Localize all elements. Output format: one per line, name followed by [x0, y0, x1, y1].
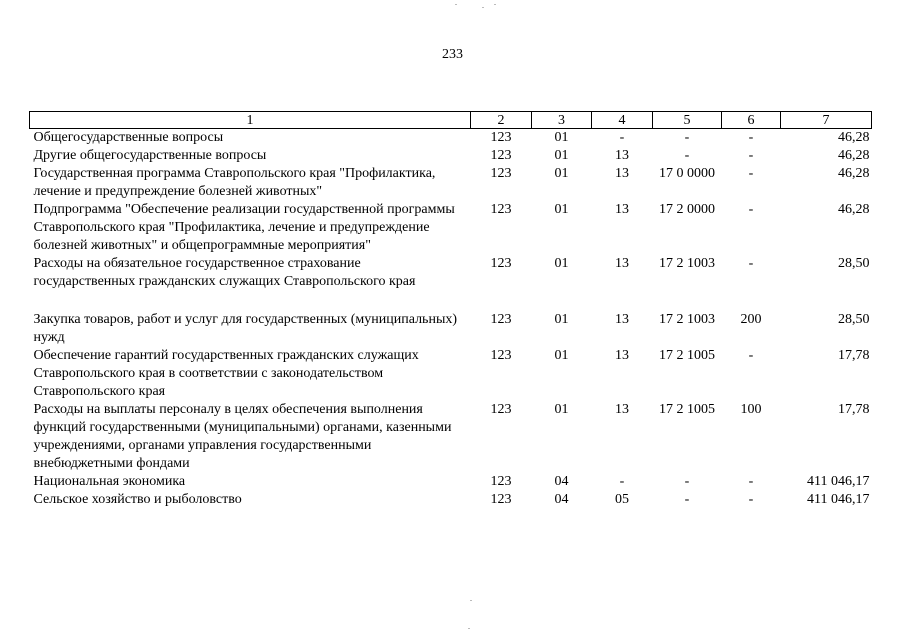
- column-header: 6: [722, 112, 781, 129]
- table-row: [30, 473, 872, 491]
- subsection-cell: 13: [615, 166, 629, 181]
- subsection-cell: -: [619, 130, 625, 145]
- code-cell: 123: [490, 202, 512, 217]
- code-cell: 123: [490, 148, 512, 163]
- scan-speck: [455, 4, 457, 5]
- subsection-cell: 13: [615, 402, 629, 417]
- column-header: 7: [781, 112, 872, 129]
- item-name: Подпрограмма "Обеспечение реализации государственной программы Ставропольского края "Профилактика, лечение и предупреждение болезней животных" и общепрограммные мероприятия": [33, 202, 455, 253]
- code-cell: 123: [490, 492, 512, 507]
- scan-speck: [482, 7, 484, 8]
- subsection-cell: 13: [615, 202, 629, 217]
- amount-cell: 411 046,17: [807, 492, 870, 507]
- section-cell: 04: [554, 474, 569, 489]
- amount-cell: 17,78: [838, 402, 870, 417]
- amount-cell: 46,28: [838, 130, 870, 145]
- column-header: 2: [471, 112, 532, 129]
- target-cell: -: [684, 492, 690, 507]
- target-cell: -: [684, 130, 690, 145]
- item-name: Закупка товаров, работ и услуг для государственных (муниципальных) нужд: [33, 312, 458, 345]
- type-cell: -: [748, 474, 754, 489]
- subsection-cell: 13: [615, 256, 629, 271]
- type-cell: -: [748, 148, 754, 163]
- scan-speck: [470, 600, 472, 601]
- table-header-row: [30, 112, 872, 129]
- code-cell: 123: [490, 130, 512, 145]
- subsection-cell: 05: [615, 492, 629, 507]
- subsection-cell: 13: [615, 348, 629, 363]
- item-name: Государственная программа Ставропольского края "Профилактика, лечение и предупреждение болезней животных": [33, 166, 436, 199]
- section-cell: 01: [554, 148, 569, 163]
- column-header: 5: [653, 112, 722, 129]
- item-name: Национальная экономика: [33, 474, 186, 489]
- section-cell: 01: [554, 256, 569, 271]
- amount-cell: 46,28: [838, 202, 870, 217]
- table-row: [30, 311, 872, 347]
- subsection-cell: -: [619, 474, 625, 489]
- amount-cell: 46,28: [838, 148, 870, 163]
- section-cell: 01: [554, 130, 569, 145]
- section-cell: 01: [554, 402, 569, 417]
- code-cell: 123: [490, 402, 512, 417]
- type-cell: -: [748, 256, 754, 271]
- target-cell: 17 2 1005: [659, 348, 715, 363]
- subsection-cell: 13: [615, 312, 629, 327]
- target-cell: 17 2 0000: [659, 202, 715, 217]
- target-cell: 17 2 1005: [659, 402, 715, 417]
- amount-cell: 28,50: [838, 312, 870, 327]
- target-cell: 17 0 0000: [659, 166, 715, 181]
- column-header: 3: [532, 112, 592, 129]
- scan-speck: [494, 4, 496, 5]
- type-cell: -: [748, 166, 754, 181]
- table-row: [30, 147, 872, 165]
- code-cell: 123: [490, 256, 512, 271]
- item-name: Обеспечение гарантий государственных гражданских служащих Ставропольского края в соответствии с законодательством Ставропольского края: [33, 348, 419, 399]
- column-header: 4: [592, 112, 653, 129]
- table-row: [30, 255, 872, 311]
- code-cell: 123: [490, 166, 512, 181]
- target-cell: 17 2 1003: [659, 256, 715, 271]
- table-row: [30, 165, 872, 201]
- section-cell: 04: [554, 492, 569, 507]
- subsection-cell: 13: [615, 148, 629, 163]
- type-cell: 100: [740, 402, 762, 417]
- scan-speck: [468, 628, 470, 629]
- amount-cell: 17,78: [838, 348, 870, 363]
- table-row: [30, 201, 872, 255]
- section-cell: 01: [554, 166, 569, 181]
- code-cell: 123: [490, 348, 512, 363]
- type-cell: -: [748, 348, 754, 363]
- target-cell: -: [684, 148, 690, 163]
- type-cell: 200: [740, 312, 762, 327]
- code-cell: 123: [490, 312, 512, 327]
- table-row: [30, 347, 872, 401]
- item-name: Другие общегосударственные вопросы: [33, 148, 267, 163]
- type-cell: -: [748, 492, 754, 507]
- table-row: [30, 129, 872, 148]
- item-name: Сельское хозяйство и рыболовство: [33, 492, 242, 507]
- column-header: 1: [30, 112, 471, 129]
- target-cell: -: [684, 474, 690, 489]
- type-cell: -: [748, 130, 754, 145]
- section-cell: 01: [554, 348, 569, 363]
- amount-cell: 28,50: [838, 256, 870, 271]
- budget-table: [29, 111, 872, 509]
- table-row: [30, 401, 872, 473]
- item-name: Общегосударственные вопросы: [33, 130, 224, 145]
- item-name: Расходы на обязательное государственное страхование государственных гражданских служащих Ставропольского края: [33, 256, 416, 289]
- amount-cell: 411 046,17: [807, 474, 870, 489]
- item-name: Расходы на выплаты персоналу в целях обеспечения выполнения функций государственными (муниципальными) органами, казенными учреждениями, органами управления государственными внебюджетными фондами: [33, 402, 452, 471]
- type-cell: -: [748, 202, 754, 217]
- table-row: [30, 491, 872, 509]
- section-cell: 01: [554, 312, 569, 327]
- section-cell: 01: [554, 202, 569, 217]
- amount-cell: 46,28: [838, 166, 870, 181]
- target-cell: 17 2 1003: [659, 312, 715, 327]
- code-cell: 123: [490, 474, 512, 489]
- page-number: 233: [442, 47, 463, 62]
